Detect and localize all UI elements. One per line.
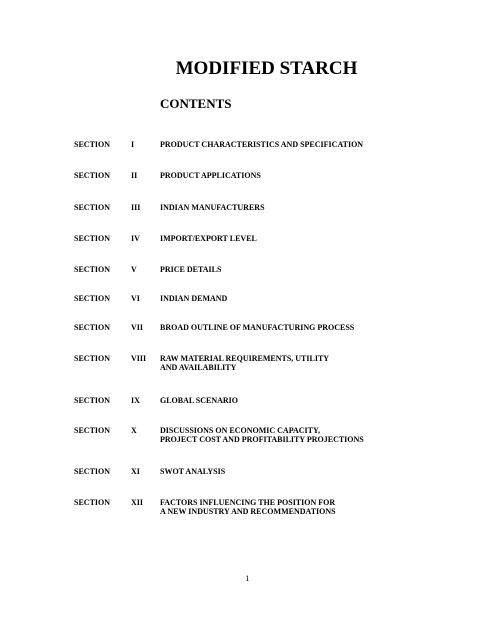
section-title: PRODUCT CHARACTERISTICS AND SPECIFICATION (160, 140, 364, 149)
section-title: PRODUCT APPLICATIONS (160, 171, 261, 180)
section-label: SECTION (74, 203, 111, 212)
section-label: SECTION (74, 467, 111, 476)
section-label: SECTION (74, 294, 111, 303)
page-number: 1 (245, 574, 250, 583)
section-title: GLOBAL SCENARIO (160, 396, 239, 405)
section-label: SECTION (74, 426, 111, 435)
section-title: BROAD OUTLINE OF MANUFACTURING PROCESS (160, 323, 355, 332)
section-number: III (131, 203, 141, 212)
section-label: SECTION (74, 354, 111, 363)
section-title: INDIAN MANUFACTURERS (160, 203, 265, 212)
section-number: V (131, 265, 137, 274)
section-number: XI (131, 467, 140, 476)
section-label: SECTION (74, 396, 111, 405)
section-label: SECTION (74, 171, 111, 180)
section-title: FACTORS INFLUENCING THE POSITION FOR A NEW INDUSTRY AND RECOMMENDATIONS (160, 498, 336, 516)
section-title: INDIAN DEMAND (160, 294, 228, 303)
section-label: SECTION (74, 234, 111, 243)
section-number: IX (131, 396, 140, 405)
section-number: IV (131, 234, 140, 243)
contents-heading: CONTENTS (160, 96, 232, 111)
section-number: I (131, 140, 135, 149)
section-number: VII (131, 323, 144, 332)
section-label: SECTION (74, 265, 111, 274)
section-number: X (131, 426, 137, 435)
section-title: SWOT ANALYSIS (160, 467, 226, 476)
section-label: SECTION (74, 498, 111, 507)
section-number: XII (131, 498, 144, 507)
section-title: RAW MATERIAL REQUIREMENTS, UTILITY AND AVAILABILITY (160, 354, 330, 372)
section-title: DISCUSSIONS ON ECONOMIC CAPACITY, PROJECT COST AND PROFITABILITY PROJECTIONS (160, 426, 364, 444)
document-title: MODIFIED STARCH (175, 58, 358, 79)
section-title: IMPORT/EXPORT LEVEL (160, 234, 257, 243)
section-label: SECTION (74, 323, 111, 332)
section-number: II (131, 171, 138, 180)
section-label: SECTION (74, 140, 111, 149)
section-number: VIII (131, 354, 147, 363)
section-number: VI (131, 294, 140, 303)
section-title: PRICE DETAILS (160, 265, 222, 274)
